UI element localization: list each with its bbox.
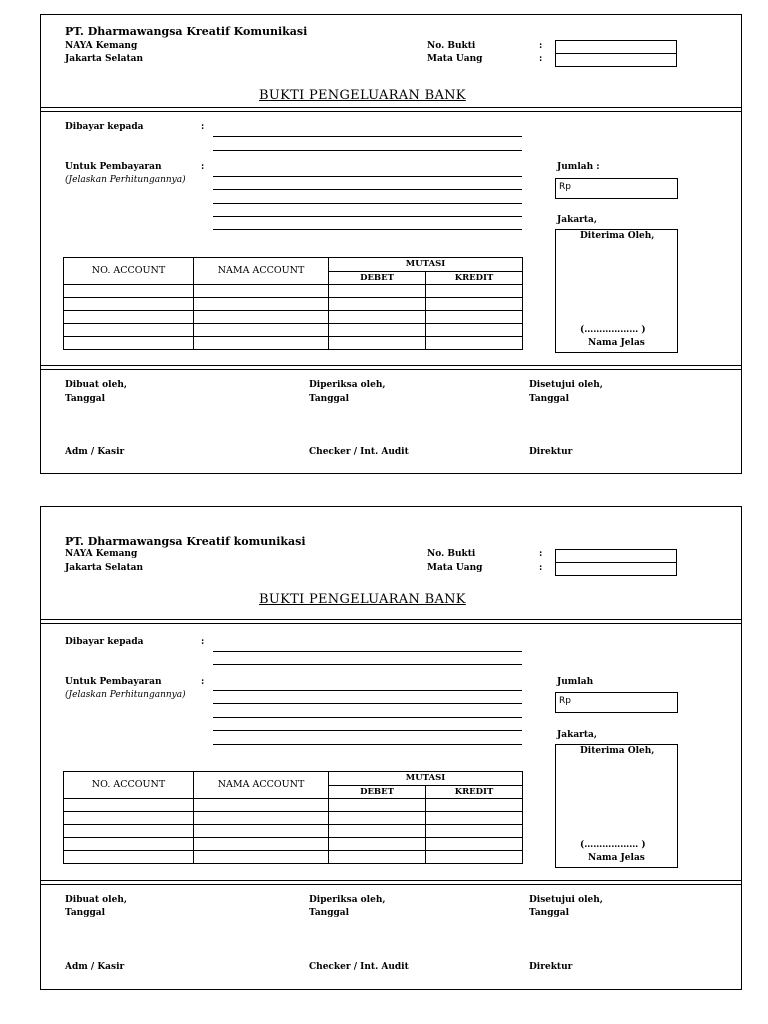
untuk-line-2[interactable] bbox=[213, 703, 522, 704]
untuk-line-5[interactable] bbox=[213, 229, 522, 230]
diterima-label: Diterima Oleh, bbox=[580, 231, 655, 241]
address-line-2: Jakarta Selatan bbox=[65, 54, 144, 64]
voucher-1 bbox=[40, 14, 742, 474]
dibayar-colon: : bbox=[201, 122, 205, 132]
untuk-line-3[interactable] bbox=[213, 203, 522, 204]
header-divider bbox=[41, 107, 741, 112]
nama-jelas-label: Nama Jelas bbox=[588, 853, 645, 863]
untuk-line-5[interactable] bbox=[213, 744, 522, 745]
header-debet: DEBET bbox=[329, 271, 426, 285]
footer-divider bbox=[41, 880, 741, 885]
untuk-label: Untuk Pembayaran bbox=[65, 162, 162, 172]
dibuat-label: Dibuat oleh, bbox=[65, 380, 128, 390]
checker-label: Checker / Int. Audit bbox=[309, 962, 409, 972]
address-line-1: NAYA Kemang bbox=[65, 41, 138, 51]
no-bukti-field[interactable] bbox=[555, 40, 677, 54]
adm-kasir-label: Adm / Kasir bbox=[65, 447, 125, 457]
header-debet: DEBET bbox=[329, 785, 426, 799]
untuk-note: (Jelaskan Perhitungannya) bbox=[65, 175, 186, 185]
untuk-colon: : bbox=[201, 162, 205, 172]
no-bukti-field[interactable] bbox=[555, 549, 677, 563]
no-bukti-label: No. Bukti bbox=[427, 549, 476, 559]
nama-jelas-label: Nama Jelas bbox=[588, 338, 645, 348]
mata-uang-field[interactable] bbox=[555, 562, 677, 576]
direktur-label: Direktur bbox=[529, 962, 573, 972]
dibayar-colon: : bbox=[201, 637, 205, 647]
account-table bbox=[63, 771, 523, 864]
header-divider bbox=[41, 619, 741, 624]
no-bukti-colon: : bbox=[539, 41, 543, 51]
currency-rp: Rp bbox=[559, 182, 571, 192]
diperiksa-label: Diperiksa oleh, bbox=[309, 380, 386, 390]
disetujui-label: Disetujui oleh, bbox=[529, 380, 603, 390]
checker-label: Checker / Int. Audit bbox=[309, 447, 409, 457]
jumlah-label: Jumlah bbox=[557, 677, 594, 687]
dibayar-line-1[interactable] bbox=[213, 136, 522, 137]
dibuat-tanggal: Tanggal bbox=[65, 394, 106, 404]
table-row bbox=[64, 285, 523, 298]
signature-line[interactable]: (……………… ) bbox=[580, 840, 646, 850]
voucher-2 bbox=[40, 506, 742, 990]
untuk-label: Untuk Pembayaran bbox=[65, 677, 162, 687]
header-kredit: KREDIT bbox=[426, 785, 523, 799]
header-kredit: KREDIT bbox=[426, 271, 523, 285]
jakarta-label: Jakarta, bbox=[557, 215, 598, 225]
untuk-note: (Jelaskan Perhitungannya) bbox=[65, 690, 186, 700]
jumlah-field[interactable] bbox=[555, 692, 678, 713]
footer-divider bbox=[41, 365, 741, 370]
header-mutasi: MUTASI bbox=[329, 772, 523, 786]
disetujui-tanggal: Tanggal bbox=[529, 394, 570, 404]
adm-kasir-label: Adm / Kasir bbox=[65, 962, 125, 972]
mata-uang-colon: : bbox=[539, 54, 543, 64]
account-table bbox=[63, 257, 523, 350]
untuk-line-4[interactable] bbox=[213, 216, 522, 217]
table-row bbox=[64, 851, 523, 864]
company-name: PT. Dharmawangsa Kreatif Komunikasi bbox=[65, 25, 308, 38]
dibayar-line-2[interactable] bbox=[213, 664, 522, 665]
jakarta-label: Jakarta, bbox=[557, 730, 598, 740]
mata-uang-label: Mata Uang bbox=[427, 54, 483, 64]
table-row bbox=[64, 838, 523, 851]
mata-uang-colon: : bbox=[539, 563, 543, 573]
company-name: PT. Dharmawangsa Kreatif komunikasi bbox=[65, 535, 306, 548]
dibayar-label: Dibayar kepada bbox=[65, 637, 144, 647]
currency-rp: Rp bbox=[559, 696, 571, 706]
jumlah-label: Jumlah : bbox=[557, 162, 600, 172]
dibayar-line-2[interactable] bbox=[213, 150, 522, 151]
untuk-line-1[interactable] bbox=[213, 176, 522, 177]
untuk-line-1[interactable] bbox=[213, 690, 522, 691]
mata-uang-field[interactable] bbox=[555, 53, 677, 67]
document-title: BUKTI PENGELUARAN BANK bbox=[259, 88, 466, 103]
untuk-line-2[interactable] bbox=[213, 189, 522, 190]
signature-line[interactable]: (……………… ) bbox=[580, 325, 646, 335]
jumlah-field[interactable] bbox=[555, 178, 678, 199]
header-nama-account: NAMA ACCOUNT bbox=[194, 258, 329, 285]
table-row bbox=[64, 311, 523, 324]
dibayar-line-1[interactable] bbox=[213, 651, 522, 652]
address-line-1: NAYA Kemang bbox=[65, 549, 138, 559]
table-row bbox=[64, 799, 523, 812]
untuk-line-4[interactable] bbox=[213, 730, 522, 731]
diterima-label: Diterima Oleh, bbox=[580, 746, 655, 756]
disetujui-tanggal: Tanggal bbox=[529, 908, 570, 918]
header-no-account: NO. ACCOUNT bbox=[64, 258, 194, 285]
mata-uang-label: Mata Uang bbox=[427, 563, 483, 573]
no-bukti-label: No. Bukti bbox=[427, 41, 476, 51]
diperiksa-tanggal: Tanggal bbox=[309, 908, 350, 918]
dibayar-label: Dibayar kepada bbox=[65, 122, 144, 132]
table-row bbox=[64, 812, 523, 825]
signature-box bbox=[555, 229, 678, 353]
header-mutasi: MUTASI bbox=[329, 258, 523, 272]
table-row bbox=[64, 825, 523, 838]
untuk-line-3[interactable] bbox=[213, 717, 522, 718]
disetujui-label: Disetujui oleh, bbox=[529, 895, 603, 905]
no-bukti-colon: : bbox=[539, 549, 543, 559]
header-nama-account: NAMA ACCOUNT bbox=[194, 772, 329, 799]
diperiksa-label: Diperiksa oleh, bbox=[309, 895, 386, 905]
dibuat-label: Dibuat oleh, bbox=[65, 895, 128, 905]
table-row bbox=[64, 324, 523, 337]
table-row bbox=[64, 298, 523, 311]
signature-box bbox=[555, 744, 678, 868]
table-row bbox=[64, 337, 523, 350]
address-line-2: Jakarta Selatan bbox=[65, 563, 144, 573]
document-title: BUKTI PENGELUARAN BANK bbox=[259, 592, 466, 607]
header-no-account: NO. ACCOUNT bbox=[64, 772, 194, 799]
dibuat-tanggal: Tanggal bbox=[65, 908, 106, 918]
direktur-label: Direktur bbox=[529, 447, 573, 457]
untuk-colon: : bbox=[201, 677, 205, 687]
diperiksa-tanggal: Tanggal bbox=[309, 394, 350, 404]
